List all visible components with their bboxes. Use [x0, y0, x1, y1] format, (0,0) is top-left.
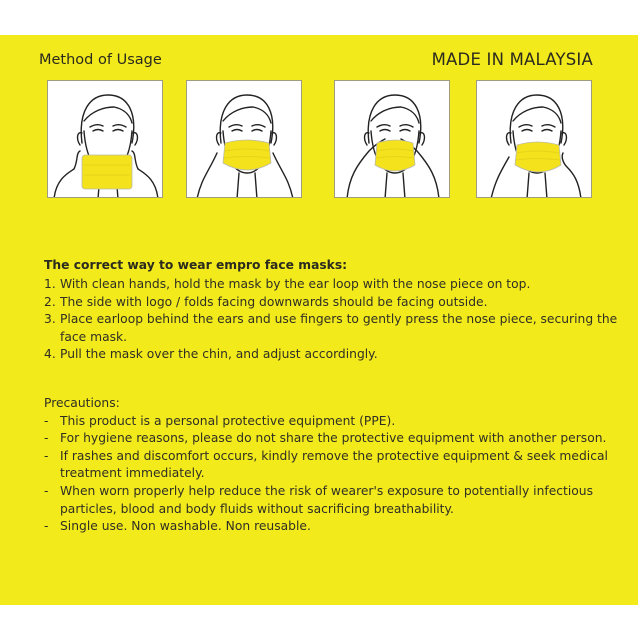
bullet-dash: - — [44, 413, 49, 428]
usage-step-4-illustration — [476, 80, 592, 198]
instructions-title: The correct way to wear empro face masks: — [44, 258, 348, 272]
precaution-item — [44, 413, 624, 431]
step-text: With clean hands, hold the mask by the ear loop with the nose piece on top. — [60, 277, 531, 291]
usage-step-3-illustration — [334, 80, 450, 198]
instruction-step — [44, 346, 624, 364]
precaution-text: When worn properly help reduce the risk of wearer's exposure to potentially infectious particles, blood and body fluids without sacrificing breathability. — [60, 483, 593, 516]
bullet-dash: - — [44, 431, 49, 446]
step-4-adjust-chin-icon — [477, 81, 592, 198]
instruction-step — [44, 311, 624, 346]
step-number: 1. — [44, 277, 56, 291]
step-number: 3. — [44, 312, 56, 327]
step-text: Pull the mask over the chin, and adjust accordingly. — [60, 347, 378, 362]
step-number: 4. — [44, 347, 56, 362]
instruction-step — [44, 294, 624, 312]
precaution-item — [44, 430, 624, 448]
precaution-item — [44, 448, 624, 483]
instruction-steps-list — [44, 276, 624, 364]
step-text: The side with logo / folds facing downwards should be facing outside. — [60, 294, 488, 309]
instruction-step — [44, 276, 624, 294]
step-3-press-nose-piece-icon — [335, 81, 450, 198]
step-number: 2. — [44, 294, 56, 309]
precaution-text: This product is a personal protective equipment (PPE). — [60, 413, 396, 428]
precaution-item — [44, 518, 624, 536]
step-text: Place earloop behind the ears and use fingers to gently press the nose piece, securing the face mask. — [60, 312, 618, 344]
step-2-mask-on-face-icon — [187, 81, 302, 198]
precautions-title: Precautions: — [44, 396, 120, 410]
bullet-dash: - — [44, 483, 49, 498]
usage-step-1-illustration — [47, 80, 163, 198]
precaution-text: If rashes and discomfort occurs, kindly remove the protective equipment & seek medical treatment immediately. — [60, 448, 608, 481]
bullet-dash: - — [44, 448, 49, 463]
usage-step-2-illustration — [186, 80, 302, 198]
made-in-label: MADE IN MALAYSIA — [431, 50, 593, 69]
step-1-hold-mask-icon — [48, 81, 163, 198]
precautions-section — [44, 395, 624, 536]
precaution-text: Single use. Non washable. Non reusable. — [60, 519, 311, 534]
bullet-dash: - — [44, 519, 49, 534]
precaution-text: For hygiene reasons, please do not share the protective equipment with another person. — [60, 431, 607, 446]
precaution-item — [44, 483, 624, 518]
method-of-usage-heading: Method of Usage — [39, 52, 162, 68]
